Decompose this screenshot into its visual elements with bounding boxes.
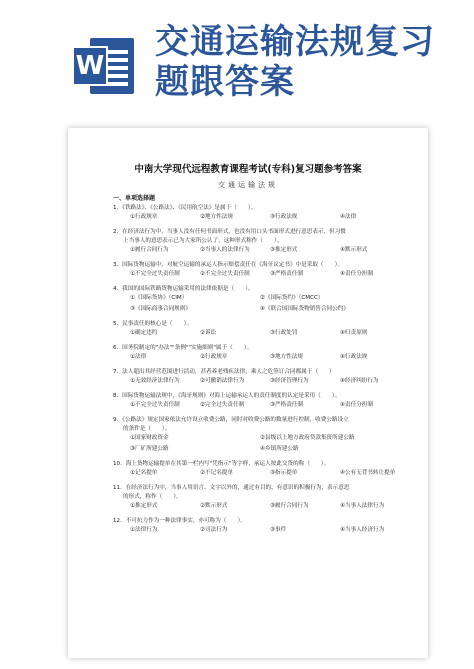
question-stem: 9．《公路法》规定国家依法允许设立收费公路，同时对收费公路的数量进行控制，收费公路设立 [113, 417, 349, 423]
banner-title: 交通运输法规复习题跟答案 [155, 22, 435, 102]
question-stem: 4．我国的国际铁路货物运输采用的法律依据是（ ）。 [113, 286, 254, 292]
answer-option: ④行政法规 [340, 354, 368, 360]
answer-option: ④法律 [340, 214, 357, 220]
answer-option: ③厂矿所建公路 [130, 446, 169, 452]
answer-option: ②县级以上地方政府贷款集资所建公路 [260, 435, 355, 441]
answer-option: ④默示形式 [340, 247, 368, 253]
question-stem: 11．在经济法行为中，当事人用语言、文字以外的，通过有目的、有意识的积极行为，表示意思 [113, 485, 350, 491]
answer-option: ③严格责任制 [270, 271, 303, 277]
banner [0, 0, 474, 118]
answer-option: ②行政规章 [200, 354, 228, 360]
answer-option: ④责任分担制 [340, 402, 373, 408]
document-subtitle: 交通运输法规 [218, 181, 278, 189]
question-stem: 2．在经济法行为中，当事人没有任何书面形式，也没有用口头书面形式进行意思表示，但习惯 [113, 229, 346, 235]
answer-option: ①推定形式 [130, 503, 158, 509]
question-stem-continued: 的形式，称作（ ）。 [123, 494, 182, 500]
answer-option: ①记名提单 [130, 470, 158, 476]
question-stem: 3．国际货物运输中，对航空运输的承运人指示赔偿责任在《海牙议定书》中是采取（ ）。 [113, 262, 344, 268]
answer-option: ②可撤销法律行为 [200, 378, 245, 384]
answer-option: ③行政法规 [270, 214, 298, 220]
answer-option: ②地方性法规 [200, 214, 233, 220]
word-icon-letter: W [72, 46, 108, 86]
answer-option: ②完全过失责任制 [200, 402, 245, 408]
answer-option: ②当事人的法律行为 [200, 247, 250, 253]
answer-option: ④经济纠纷行为 [340, 378, 379, 384]
answer-option: ①履行合同行为 [130, 247, 169, 253]
answer-option: ③推定形式 [270, 247, 298, 253]
answer-option: ④归责原则 [340, 330, 368, 336]
answer-option: ②不记名提单 [200, 470, 233, 476]
answer-option: ②默示形式 [200, 503, 228, 509]
answer-option: ③地方性法规 [270, 354, 303, 360]
answer-option: ①无效经济法律行为 [130, 378, 180, 384]
document-page-preview [68, 128, 428, 658]
answer-option: ①国家财政资金 [130, 435, 169, 441]
answer-option: ①《国际货协》（CIM） [130, 295, 188, 301]
answer-option: ④当事人经济行为 [340, 527, 385, 533]
question-stem: 7．法人超出其经营范围进行活动，甚者养老残疾法律，乘人之危签订合同都属于（ ） [113, 369, 335, 375]
question-stem: 10．海上货物运输提单在其第一栏内写"凭指示"等字样，承运人按此交货的称（ ）。 [113, 461, 330, 467]
question-stem: 12．不可抗力作为一种法律事实，亦可称为（ ）。 [113, 518, 246, 524]
answer-option: ③事件 [270, 527, 287, 533]
answer-option: ③经济管理行为 [270, 378, 309, 384]
answer-option: ③严格责任制 [270, 402, 303, 408]
answer-option: ①不完全过失责任制 [130, 402, 180, 408]
question-stem-continued: 上当事人的意思表示已为大家所公认了，这种形式称作（ ）。 [123, 238, 283, 244]
answer-option: ①法律行为 [130, 527, 158, 533]
answer-option: ④乡镇所建公路 [260, 446, 299, 452]
question-stem-continued: 的条件是（ ）。 [123, 426, 171, 432]
answer-option: ②不完全过失责任制 [200, 271, 250, 277]
document-title: 中南大学现代远程教育课程考试(专科)复习题参考答案 [134, 164, 362, 175]
answer-option: ①法律 [130, 354, 147, 360]
answer-option: ③《国际商事合同规则》 [130, 306, 191, 312]
question-stem: 8．国际货物运输法规中，《海牙规则》对海上运输承运人的责任制度的认定是采用（ ）。 [113, 393, 341, 399]
answer-option: ①确定违约 [130, 330, 158, 336]
question-stem: 6．国务院制定的"办法""条例""实施细则"属于（ ）。 [113, 345, 253, 351]
answer-option: ②《国际货约》（CMCC） [260, 295, 324, 301]
word-document-icon [72, 38, 134, 94]
answer-option: ①行政规章 [130, 214, 158, 220]
answer-option: ③指示提单 [270, 470, 298, 476]
section-heading: 一、单项选择题 [113, 195, 156, 202]
question-stem: 1．《铁路法》、《公路法》、《民用航空法》是属于（ ）。 [113, 205, 257, 211]
answer-option: ①不完全过失责任制 [130, 271, 180, 277]
answer-option: ②司法行为 [200, 527, 228, 533]
answer-option: ④当事人法律行为 [340, 503, 385, 509]
answer-option: ④《联合国国际货物销售合同公约》 [260, 306, 349, 312]
answer-option: ④责任分担制 [340, 271, 373, 277]
answer-option: ②诉讼 [200, 330, 217, 336]
answer-option: ④公有无背书转让提单 [340, 470, 396, 476]
answer-option: ③履行合同行为 [270, 503, 309, 509]
question-stem: 5．民事责任的核心是（ ）。 [113, 321, 193, 327]
answer-option: ③行政处罚 [270, 330, 298, 336]
